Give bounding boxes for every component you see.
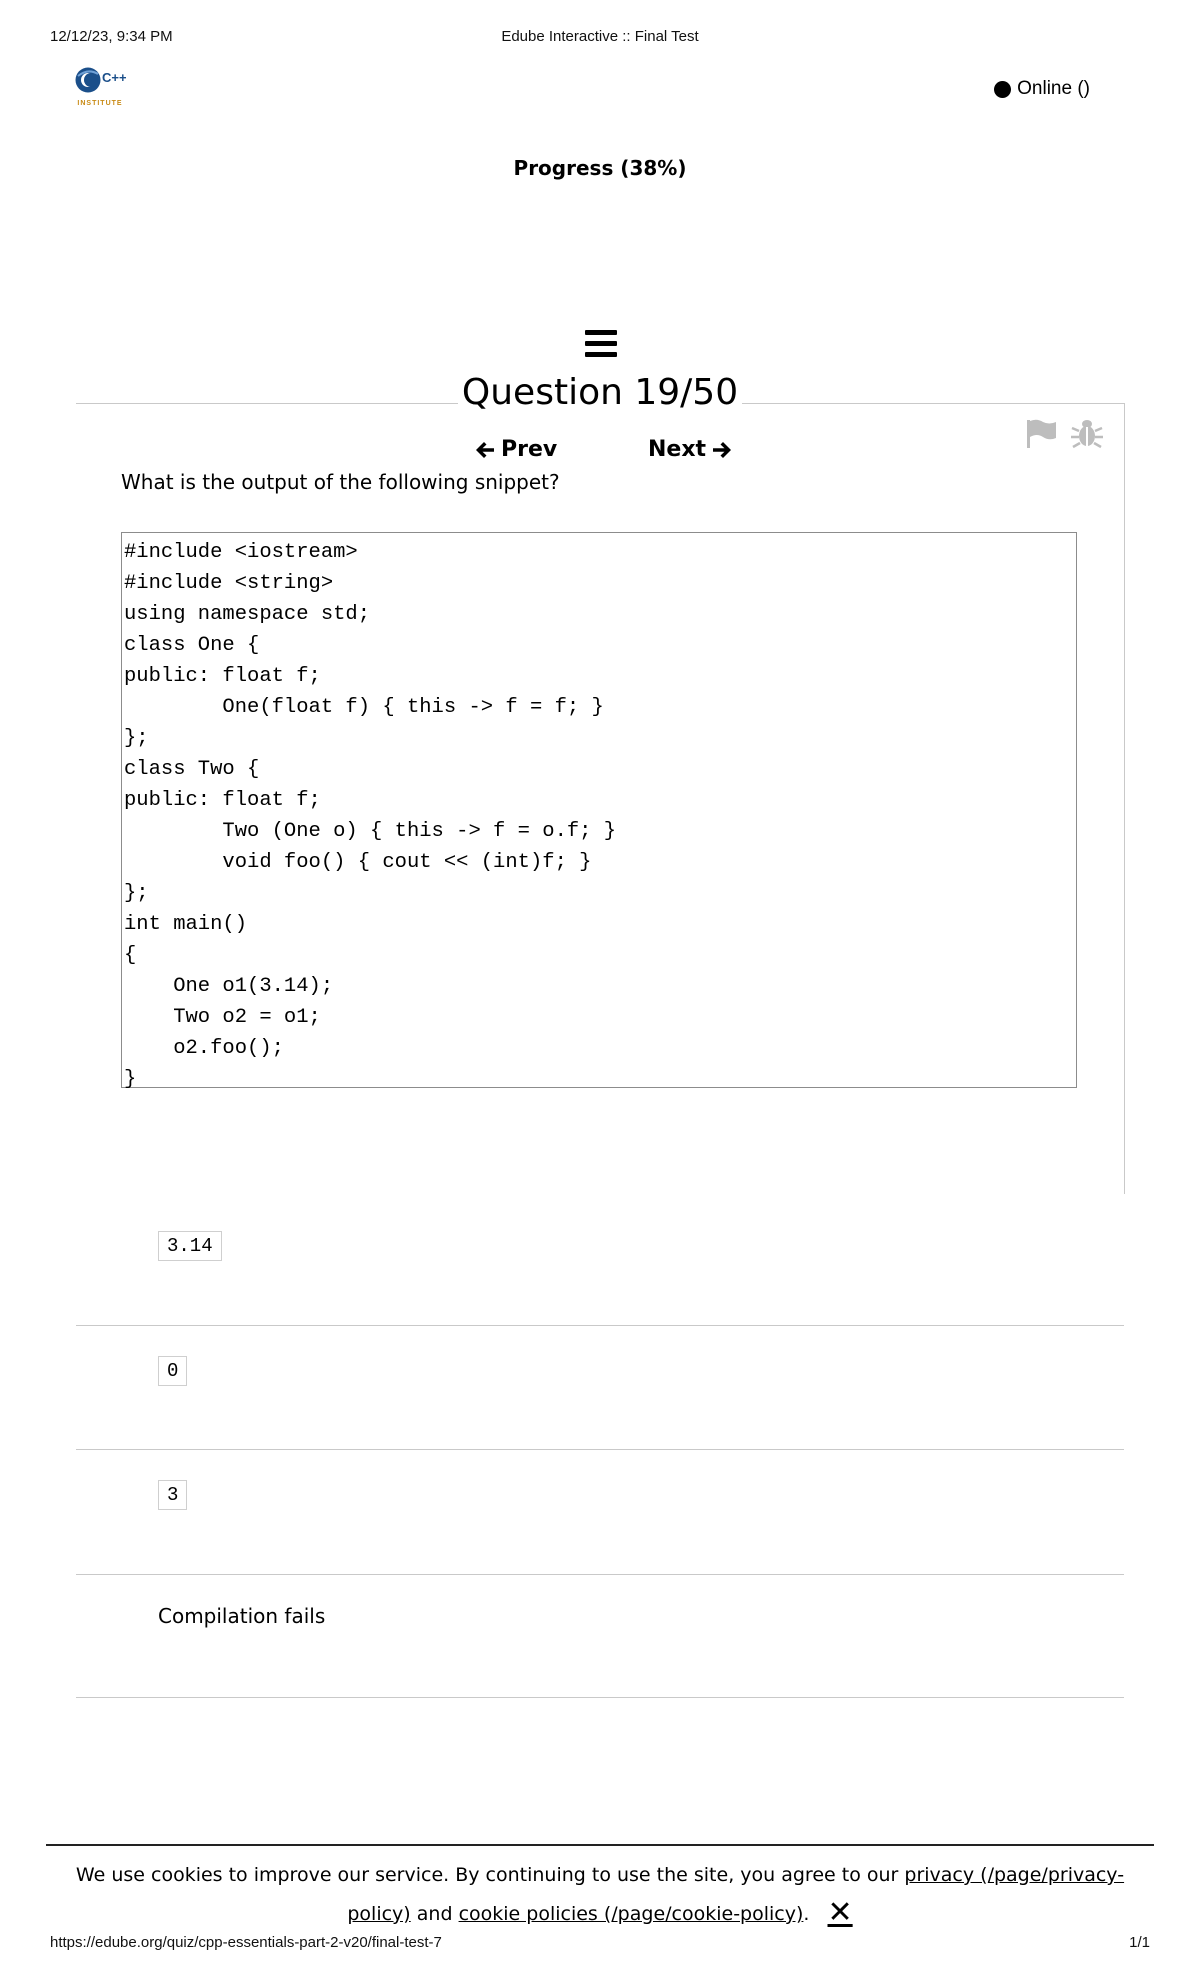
logo[interactable] [74, 66, 134, 112]
print-date: 12/12/23, 9:34 PM [50, 28, 173, 45]
code-snippet: #include <iostream> #include <string> using namespace std; class One { public: float f; One(float f) { this -> f = f; } }; class Two { public: float f; Two (One o) { this -> f = o.f; } void foo() { cout << (int)f; } }; int main() { One o1(3.14); Two o2 = o1; o2.foo(); } [121, 532, 1077, 1088]
answer-option-2[interactable] [76, 1326, 1124, 1450]
prev-button[interactable] [475, 437, 557, 462]
print-url: https://edube.org/quiz/cpp-essentials-part-2-v20/final-test-7 [50, 1934, 442, 1951]
answer-label: Compilation fails [158, 1604, 326, 1628]
logo-label: INSTITUTE [77, 100, 123, 107]
arrow-right-icon [712, 440, 732, 460]
bug-icon[interactable] [1070, 416, 1104, 450]
online-status [994, 78, 1090, 100]
answer-option-3[interactable] [76, 1450, 1124, 1575]
online-label: Online () [1017, 78, 1090, 99]
privacy-policy-link[interactable]: privacy (/page/privacy-policy) [347, 1864, 1125, 1925]
status-dot-icon [994, 81, 1011, 98]
cookie-end: . [803, 1903, 810, 1925]
next-button[interactable] [648, 437, 732, 462]
flag-icon[interactable] [1025, 418, 1057, 450]
answer-option-4[interactable] [76, 1575, 1124, 1698]
prev-label: Prev [501, 437, 558, 462]
cookie-text: We use cookies to improve our service. By continuing to use the site, you agree to our [75, 1864, 899, 1886]
answer-label: 3 [158, 1480, 187, 1510]
cookie-policy-link[interactable]: cookie policies (/page/cookie-policy) [458, 1903, 804, 1925]
logo-globe-icon [74, 66, 126, 100]
question-prompt: What is the output of the following snippet? [121, 470, 560, 494]
hamburger-icon[interactable] [585, 330, 617, 358]
answer-option-1[interactable] [76, 1193, 1124, 1326]
print-header [50, 28, 1150, 48]
answer-label: 3.14 [158, 1231, 222, 1261]
progress-label: Progress (38%) [513, 156, 687, 180]
question-title-text: Question 19/50 [458, 372, 742, 413]
close-icon[interactable]: ✕ [827, 1895, 853, 1930]
print-title: Edube Interactive :: Final Test [501, 28, 699, 45]
answer-label: 0 [158, 1356, 187, 1386]
next-label: Next [648, 437, 707, 462]
print-page-number: 1/1 [1129, 1934, 1150, 1951]
arrow-left-icon [475, 440, 495, 460]
question-title [0, 372, 1200, 413]
logo-mark: C++ [102, 70, 126, 85]
cookie-and: and [416, 1903, 453, 1925]
cookie-banner [46, 1844, 1154, 1933]
